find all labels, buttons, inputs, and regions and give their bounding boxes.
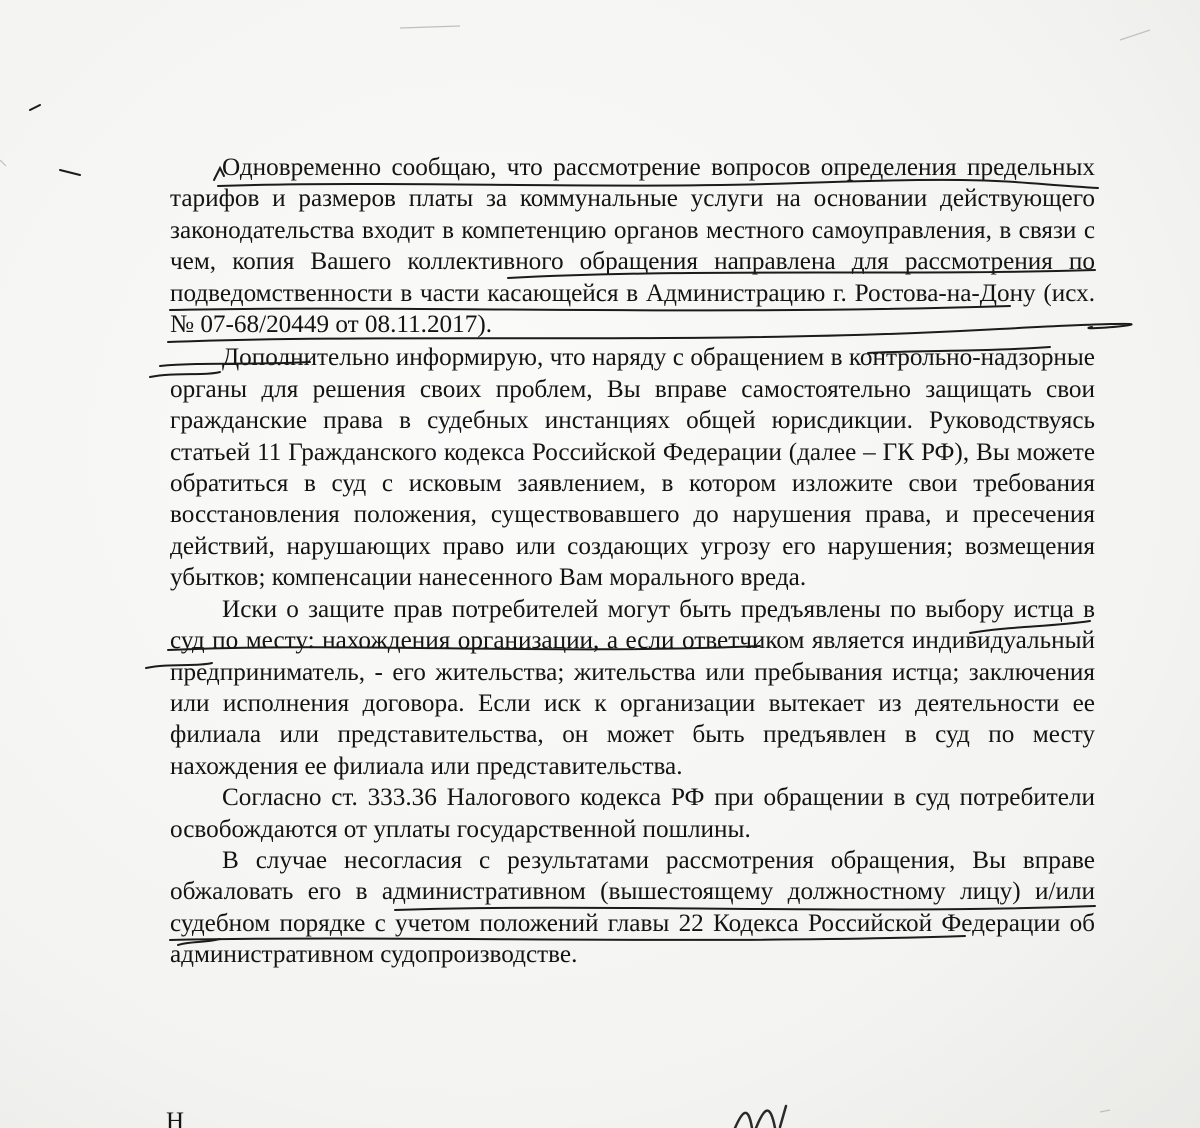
- paragraph-state-duty: Согласно ст. 333.36 Налогового кодекса РФ при обращении в суд потребители освобождаются от уплаты государственной пошлины.: [170, 784, 1095, 843]
- paragraph-civil-rights: Дополнительно информирую, что наряду с обращением в контрольно-надзорные органы для решения своих проблем, Вы вправе самостоятельно защищать свои гражданские права в судебных инстанциях общей юрисдикции. Руководствуясь статьей 11 Гражданского кодекса Российской Федерации (далее – ГК РФ), Вы можете обратиться в суд с исковым заявлением, в котором изложите свои требования восстановления положения, существовавшего до нарушения права, и пресечения действий, нарушающих право или создающих угрозу его нарушения; возмещения убытков; компенсации нанесенного Вам морального вреда.: [170, 344, 1095, 592]
- paragraph-consumer-claims: Иски о защите прав потребителей могут быть предъявлены по выбору истца в суд по месту: нахождения организации, а если ответчиком является индивидуальный предприниматель, - его жительства; жительства или пребывания истца; заключения или исполнения договора. Если иск к организации вытекает из деятельности ее филиала или представительства, он может быть предъявлен в суд по месту нахождения ее филиала или представительства.: [170, 595, 1095, 780]
- letter-body: [170, 152, 1095, 971]
- paragraph-tariffs: Одновременно сообщаю, что рассмотрение вопросов определения предельных тарифов и размеров платы за коммунальные услуги на основании действующего законодательства входит в компетенцию органов местного самоуправления, в связи с чем, копия Вашего коллективного обращения направлена для рассмотрения по подведомственности в части касающейся в Администрацию г. Ростова-на-Дону (исх. № 07-68/20449 от 08.11.2017).: [170, 154, 1095, 339]
- paragraph-appeal: В случае несогласия с результатами рассмотрения обращения, Вы вправе обжаловать его в административном (вышестоящему должностному лицу) и/или судебном порядке с учетом положений главы 22 Кодекса Российской Федерации об административном судопроизводстве.: [170, 846, 1095, 969]
- cut-off-signature-line: Н: [166, 1112, 185, 1128]
